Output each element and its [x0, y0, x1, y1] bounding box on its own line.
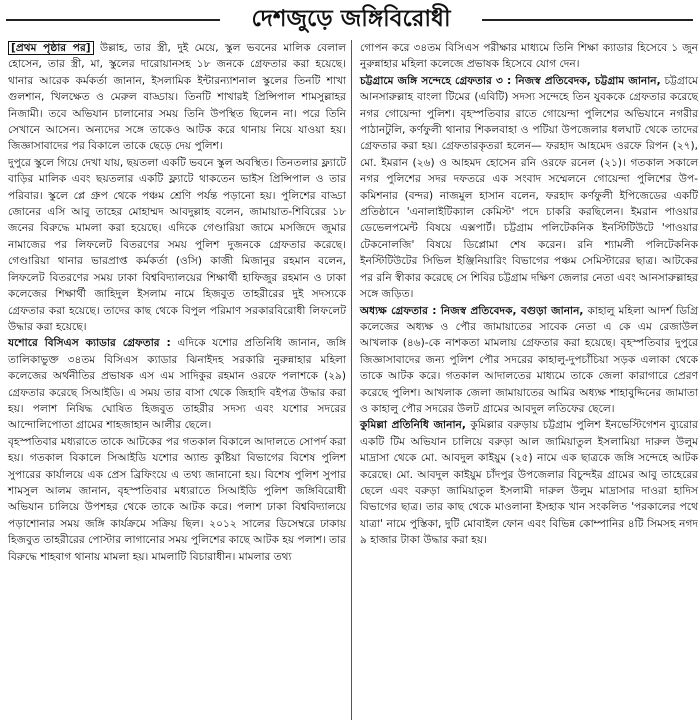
paragraph: [8, 40, 346, 155]
article-column-right: [360, 40, 698, 549]
continued-from-label: [প্রথম পৃষ্ঠার পর]: [8, 41, 94, 55]
column-divider: [351, 40, 352, 720]
headline-rule-left: [6, 19, 220, 21]
subhead-chittagong: চট্টগ্রামে জঙ্গি সন্দেহে গ্রেফতার ৩ : নিজস্ব প্রতিবেদক, চট্টগ্রাম জানান,: [360, 74, 661, 87]
paragraph: [360, 303, 698, 418]
headline-banner: [0, 0, 699, 38]
paragraph-text: এদিকে যশোর প্রতিনিধি জানান, জঙ্গি তালিকাভুক্ত ৩৪তম বিসিএস ক্যাডার ঝিনাইদহ সরকারি নুরুন্নাহার মহিলা কলেজের অর্থনীতির প্রভাষক এস এম সাদিকুর রহমান ওরফে পলাশকে (২৯) গ্রেফতার করেছে সিআইডি। এ সময় তার বাসা থেকে জিহাদি বইপত্র উদ্ধার করা হয়। পলাশ নিষিদ্ধ ঘোষিত হিজবুত তাহরীর সদস্য এবং যশোর সদরের আন্দোলিপোতা গ্রামের শাহজাহান আলীর ছেলে।: [8, 337, 346, 432]
paragraph-text: কাহালু মহিলা আদর্শ ডিগ্রি কলেজের অধ্যক্ষ ও পৌর জামায়াতের সাবেক নেতা এ কে এম রেজাউল আখলাক (৪৬)-কে নাশকতা মামলায় গ্রেফতার করা হয়েছে। বৃহস্পতিবার দুপুরে জিজ্ঞাসাবাদের জন্য পুলিশ পৌর সদরের কাহালু-দুপচাঁচিয়া সড়ক এলাকা থেকে তাকে আটক করে। গতকাল আদালতের মাধ্যমে তাকে জেলা কারাগারে প্রেরণ করেছে পুলিশ। আখলাক জেলা জামায়াতের আমির অধ্যক্ষ শাহাবুদ্দিনের জামাতা ও কাহালু পৌর সদরের উলট গ্রামের আবদুল লতিফের ছেলে।: [360, 304, 698, 415]
paragraph: [8, 335, 346, 433]
subhead-jessore: যশোরে বিসিএস ক্যাডার গ্রেফতার :: [8, 337, 171, 350]
headline: দেশজুড়ে জঙ্গিবিরোধী: [251, 5, 451, 32]
article-column-left: [8, 40, 346, 565]
subhead-comilla: কুমিল্লা প্রতিনিধি জানান,: [360, 419, 466, 432]
paragraph: দুপুরে স্কুলে গিয়ে দেখা যায়, ছয়তলা একটি ভবনে স্কুল অবস্থিত। তিনতলার ফ্ল্যাটে বাড়ির মালিক এবং ছয়তলার একটি ফ্ল্যাটে থাকতেন ভাইস প্রিন্সিপাল ও তার পরিবার। স্কুলে প্লে গ্রুপ থেকে পঞ্চম শ্রেণি পর্যন্ত পড়ানো হয়। পুলিশের বাড্ডা জোনের এসি আবু তাহের মোহাম্মদ আবদুল্লাহ বলেন, জামায়াত-শিবিরের ১৮ জনের বিরুদ্ধে মামলা করা হয়েছে। এদিকে গেণ্ডারিয়া জামে মসজিদে জুমার নামাজের পর লিফলেট বিতরণের সময় পুলিশ দুজনকে গ্রেফতার করেছে। গেণ্ডারিয়া থানার ভারপ্রাপ্ত কর্মকর্তা (ওসি) কাজী মিজানুর রহমান বলেন, লিফলেট বিতরণের সময় ঢাকা বিশ্ববিদ্যালয়ের শিক্ষার্থী হাফিজুর রহমান ও ঢাকা কলেজের শিক্ষার্থী জাহিদুল ইসলাম নামে হিজবুত তাহরীরের দুই সদস্যকে গ্রেফতার করা হয়েছে। তাদের কাছ থেকে বিপুল পরিমাণ সরকারবিরোধী লিফলেট উদ্ধার করা হয়েছে।: [8, 156, 346, 333]
paragraph: [360, 73, 698, 303]
paragraph-text: কুমিল্লার বরুড়ায় চট্টগ্রাম পুলিশ ইনভেস্টিগেশন ব্যুরোর একটি টিম অভিযান চালিয়ে বরুড়া আল জামিয়াতুল ইসলামিয়া দারুল উলুম মাদ্রাসা থেকে মো. আবদুল কাইয়ুম (২৫) নামে এক ছাত্রকে জঙ্গি সন্দেহে আটক করেছে। মো. আবদুল কাইয়ুম চাঁদপুর উপজেলার বিচুন্দইর গ্রামের আবু তাহেরের ছেলে এবং বরুড়া জামিয়াতুল ইসলামী দারুল উলুম মাদ্রাসার দাওরা হাদিস বিভাগের ছাত্র। তার কাছ থেকে মাওলানা ইসহাক খান সংকলিত 'পরকালের পথে যাত্রা' নামে পুস্তিকা, দুটি মোবাইল ফোন এবং বিভিন্ন কোম্পানির ৪টি সিমসহ নগদ ৯ হাজার টাকা উদ্ধার করা হয়।: [360, 419, 698, 547]
paragraph: গোপন করে ৩৪তম বিসিএস পরীক্ষার মাধ্যমে তিনি শিক্ষা ক্যাডার হিসেবে ১ জুন নুরুন্নাহার মহিলা কলেজে প্রভাষক হিসেবে যোগ দেন।: [360, 42, 698, 71]
subhead-bogura: অধ্যক্ষ গ্রেফতার : নিজস্ব প্রতিবেদক, বগুড়া জানান,: [360, 304, 584, 317]
headline-rule-right: [482, 19, 693, 21]
paragraph: [360, 417, 698, 548]
paragraph-text: চট্টগ্রামে আনসারুল্লাহ বাংলা টিমের (এবিটি) সদস্য সন্দেহে তিন যুবককে গ্রেফতার করেছে নগর গোয়েন্দা পুলিশ। বৃহস্পতিবার রাতে গোয়েন্দা পুলিশের অভিযানে নগরীর পাঠানটুলি, কর্ণফুলী থানার শিকলবাহা ও পটিয়া উপজেলার ধলঘাট থেকে তাদের গ্রেফতার করা হয়। গ্রেফতারকৃতরা হলেন— ফরহাদ আহমেদ ওরফে রিপন (২৭), মো. ইমরান (২৬) ও আহমদ হোসেন রনি ওরফে রনেল (২১)। গতকাল সকালে নগর পুলিশের সদর দফতরে এক সংবাদ সম্মেলনে গোয়েন্দা পুলিশের উপ-কমিশনার (বন্দর) নাজমুল হাসান বলেন, ফরহাদ কর্ণফুলী ইপিজেডের একটি প্রতিষ্ঠানে 'এনালাইটিক্যাল কেমিস্ট' পদে চাকরি করছিলেন। ইমরান পাওয়ার ডেভেলপমেন্ট বিষয়ে এক্সপার্ট। চট্টগ্রাম পলিটেকনিক ইনস্টিটিউটে 'পাওয়ার টেকনোলজি' বিষয়ে ডিপ্লোমা শেষ করেন। রনি শ্যামলী পলিটেকনিক ইনস্টিটিউটের সিভিল ইঞ্জিনিয়ারিং বিভাগের পঞ্চম সেমিস্টারের ছাত্র। আটকের পর রনি স্বীকার করেছে সে শিবির চট্টগ্রাম দক্ষিণ জেলার নেতা এবং আনসারুল্লাহর সঙ্গে জড়িত।: [360, 74, 698, 301]
paragraph: বৃহস্পতিবার মধ্যরাতে তাকে আটকের পর গতকাল বিকালে আদালতে সোপর্দ করা হয়। গতকাল বিকালে সিআইডি যশোর অ্যান্ড কুষ্টিয়া বিভাগের বিশেষ পুলিশ সুপারের কার্যালয়ে এক প্রেস ব্রিফিংয়ে এ তথ্য জানানো হয়। বিশেষ পুলিশ সুপার শামসুল আলম জানান, বৃহস্পতিবার মধ্যরাতে সিআইডি পুলিশ জঙ্গিবিরোধী অভিযান চালিয়ে উপশহর থেকে তাকে আটক করে। পলাশ ঢাকা বিশ্ববিদ্যালয়ে পড়াশোনার সময় জঙ্গি কার্যক্রমে সক্রিয় ছিল। ২০১২ সালের ডিসেম্বরে ঢাকায় হিজবুত তাহরীরের পোস্টার লাগানোর সময় পুলিশের কাছে আটক হয় পলাশ। তার বিরুদ্ধে শাহবাগ থানায় মামলা হয়। মামলাটি বিচারাধীন। মামলার তথ্য: [8, 435, 346, 563]
paragraph-text: উল্লাহ, তার স্ত্রী, দুই মেয়ে, স্কুল ভবনের মালিক বেলাল হোসেন, তার স্ত্রী, মা, স্কুলের দারোয়ানসহ ১৮ জনকে গ্রেফতার করা হয়েছে। থানার আরেক কর্মকর্তা জানান, ইসলামিক ইন্টারন্যাশনাল স্কুলের তিনটি শাখা গুলশান, খিলক্ষেত ও মেরুল বাড্ডায়। তিনটি শাখারই প্রিন্সিপাল শামসুল্লাহর নিজামী। তবে অভিযান চালানোর সময় তিনি উপস্থিত ছিলেন না। পরে তিনি সেখানে আসেন। অন্যদের সঙ্গে তাকেও আটক করে থানায় নিয়ে যাওয়া হয়। জিজ্ঞাসাবাদের পর বিকালে তাকে ছেড়ে দেয় পুলিশ।: [8, 42, 346, 153]
